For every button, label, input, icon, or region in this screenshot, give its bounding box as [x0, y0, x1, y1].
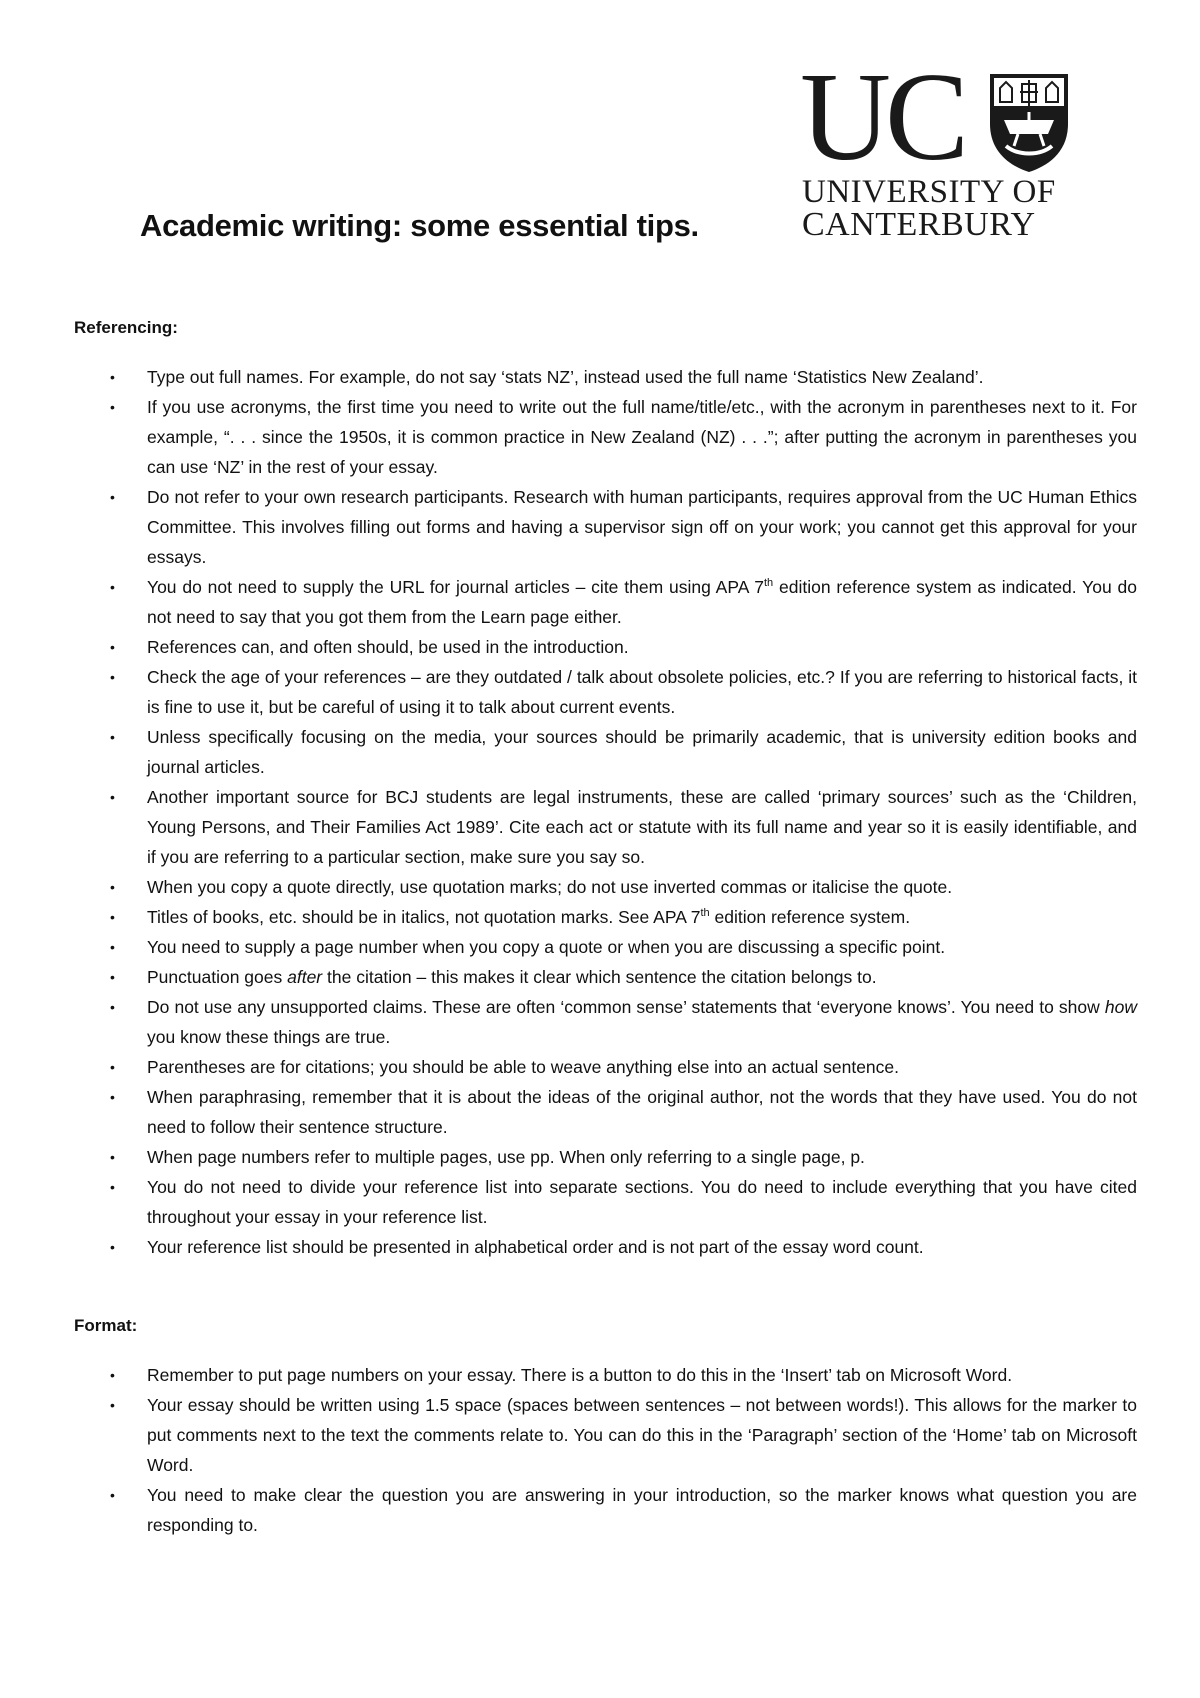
list-item: • References can, and often should, be used in the introduction.	[0, 632, 1137, 662]
list-item: • You need to make clear the question you are answering in your introduction, so the marker knows what question you are responding to.	[0, 1480, 1137, 1540]
list-item: • If you use acronyms, the first time you need to write out the full name/title/etc., with the acronym in parentheses next to it. For example, “. . . since the 1950s, it is common practice in New Zealand (NZ) . . .”; after putting the acronym in parentheses you can use ‘NZ’ in the rest of your essay.	[0, 392, 1137, 482]
list-item: • Unless specifically focusing on the media, your sources should be primarily academic, that is university edition books and journal articles.	[0, 722, 1137, 782]
bullet-icon: •	[110, 969, 115, 985]
list-item: • Your reference list should be presented in alphabetical order and is not part of the essay word count.	[0, 1232, 1137, 1262]
bullet-icon: •	[110, 369, 115, 385]
bullet-icon: •	[110, 1179, 115, 1195]
page-title: Academic writing: some essential tips.	[140, 208, 699, 243]
bullet-icon: •	[110, 999, 115, 1015]
list-item: • Your essay should be written using 1.5 space (spaces between sentences – not between words!). This allows for the marker to put comments next to the text the comments relate to. You can do this in the ‘Paragraph’ section of the ‘Home’ tab on Microsoft Word.	[0, 1390, 1137, 1480]
bullet-icon: •	[110, 669, 115, 685]
bullet-icon: •	[110, 909, 115, 925]
list-item: • Parentheses are for citations; you should be able to weave anything else into an actual sentence.	[0, 1052, 1137, 1082]
logo-mark: UC	[800, 48, 964, 187]
list-item: • Do not use any unsupported claims. These are often ‘common sense’ statements that ‘everyone knows’. You need to show how you know these things are true.	[0, 992, 1137, 1052]
bullet-icon: •	[110, 789, 115, 805]
bullet-icon: •	[110, 879, 115, 895]
list-item: • When you copy a quote directly, use quotation marks; do not use inverted commas or italicise the quote.	[0, 872, 1137, 902]
list-item: • You do not need to divide your reference list into separate sections. You do need to include everything that you have cited throughout your essay in your reference list.	[0, 1172, 1137, 1232]
referencing-list	[0, 362, 1200, 1262]
logo-university-of: UNIVERSITY OF	[802, 174, 1056, 210]
bullet-icon: •	[110, 1089, 115, 1105]
list-item: • Remember to put page numbers on your essay. There is a button to do this in the ‘Insert’ tab on Microsoft Word.	[0, 1360, 1137, 1390]
list-item: • When paraphrasing, remember that it is about the ideas of the original author, not the words that they have used. You do not need to follow their sentence structure.	[0, 1082, 1137, 1142]
list-item: • Another important source for BCJ students are legal instruments, these are called ‘primary sources’ such as the ‘Children, Young Persons, and Their Families Act 1989’. Cite each act or statute with its full name and year so it is easily identifiable, and if you are referring to a particular section, make sure you say so.	[0, 782, 1137, 872]
list-item: • Do not refer to your own research participants. Research with human participants, requires approval from the UC Human Ethics Committee. This involves filling out forms and having a supervisor sign off on your work; you cannot get this approval for your essays.	[0, 482, 1137, 572]
list-item: • Check the age of your references – are they outdated / talk about obsolete policies, etc.? If you are referring to historical facts, it is fine to use it, but be careful of using it to talk about current events.	[0, 662, 1137, 722]
bullet-icon: •	[110, 1149, 115, 1165]
university-logo	[800, 48, 1075, 243]
bullet-icon: •	[110, 1367, 115, 1383]
format-heading: Format:	[74, 1316, 138, 1335]
format-list	[0, 1360, 1200, 1540]
list-item: • Punctuation goes after the citation – this makes it clear which sentence the citation belongs to.	[0, 962, 1137, 992]
referencing-heading: Referencing:	[74, 318, 178, 337]
logo-canterbury: CANTERBURY	[802, 206, 1036, 243]
bullet-icon: •	[110, 729, 115, 745]
bullet-icon: •	[110, 1239, 115, 1255]
bullet-icon: •	[110, 579, 115, 595]
bullet-icon: •	[110, 639, 115, 655]
list-item: • You do not need to supply the URL for journal articles – cite them using APA 7th edition reference system as indicated. You do not need to say that you got them from the Learn page either.	[0, 572, 1137, 632]
list-item: • You need to supply a page number when you copy a quote or when you are discussing a specific point.	[0, 932, 1137, 962]
bullet-icon: •	[110, 489, 115, 505]
list-item: • When page numbers refer to multiple pages, use pp. When only referring to a single page, p.	[0, 1142, 1137, 1172]
bullet-icon: •	[110, 1059, 115, 1075]
bullet-icon: •	[110, 1397, 115, 1413]
bullet-icon: •	[110, 939, 115, 955]
list-item: • Type out full names. For example, do not say ‘stats NZ’, instead used the full name ‘Statistics New Zealand’.	[0, 362, 1137, 392]
list-item: • Titles of books, etc. should be in italics, not quotation marks. See APA 7th edition reference system.	[0, 902, 1137, 932]
bullet-icon: •	[110, 1487, 115, 1503]
crest-icon	[988, 72, 1070, 174]
bullet-icon: •	[110, 399, 115, 415]
